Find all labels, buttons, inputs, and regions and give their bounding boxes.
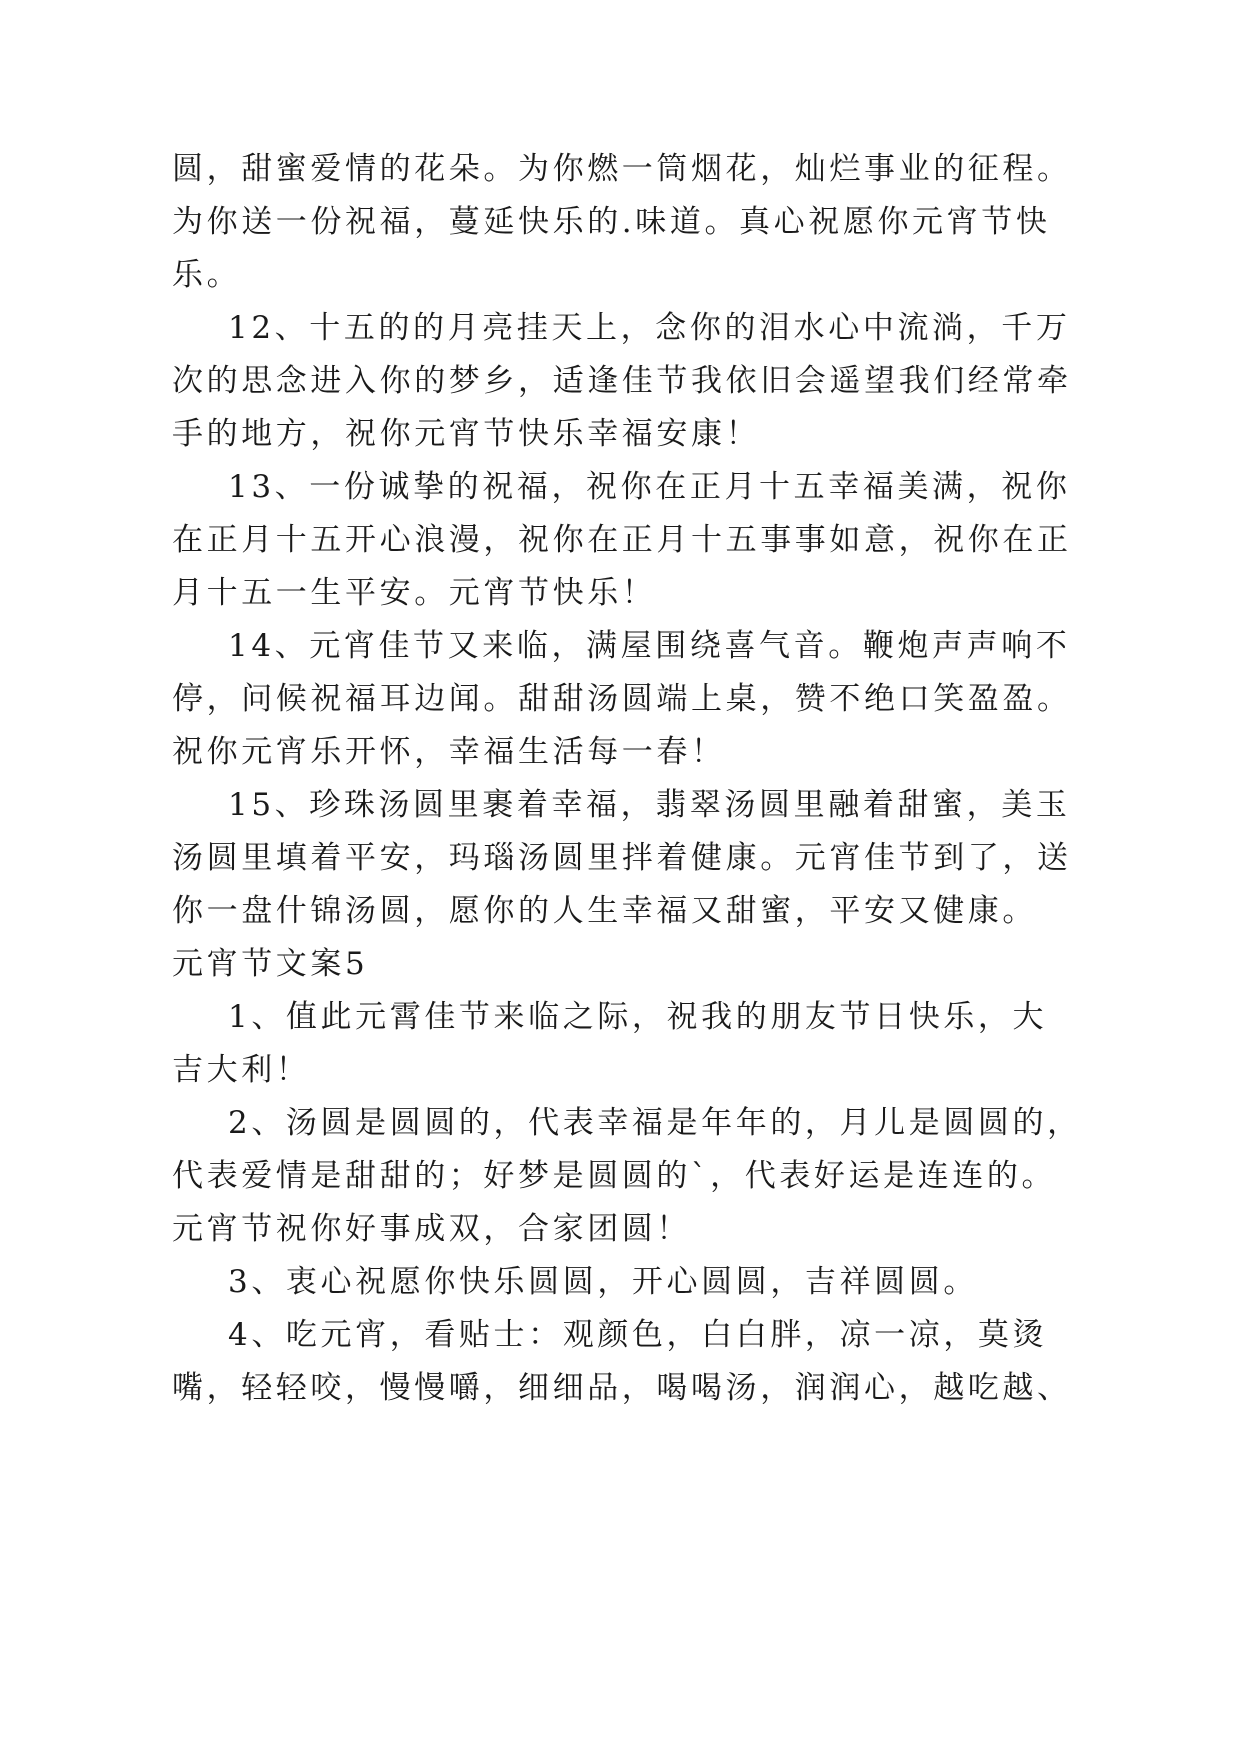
text-line: 吉大利！ [172, 1052, 311, 1088]
list-item-15-line: 15、珍珠汤圆里裹着幸福，翡翠汤圆里融着甜蜜，美玉 [228, 787, 1071, 823]
text-line: 嘴，轻轻咬，慢慢嚼，细细品，喝喝汤，润润心，越吃越、 [172, 1370, 1072, 1406]
list-item-14-line: 14、元宵佳节又来临，满屋围绕喜气音。鞭炮声声响不 [228, 628, 1071, 664]
text-line: 停，问候祝福耳边闻。甜甜汤圆端上桌，赞不绝口笑盈盈。 [172, 681, 1072, 717]
text-line: 在正月十五开心浪漫，祝你在正月十五事事如意，祝你在正 [172, 522, 1072, 558]
text-line: 元宵节祝你好事成双，合家团圆！ [172, 1211, 691, 1247]
text-line: 圆，甜蜜爱情的花朵。为你燃一筒烟花，灿烂事业的征程。 [172, 151, 1072, 187]
text-line: 代表爱情是甜甜的；好梦是圆圆的`，代表好运是连连的。 [172, 1158, 1057, 1194]
text-line: 手的地方，祝你元宵节快乐幸福安康！ [172, 416, 761, 452]
list-item-3-line: 3、衷心祝愿你快乐圆圆，开心圆圆，吉祥圆圆。 [228, 1264, 978, 1300]
text-line: 为你送一份祝福，蔓延快乐的.味道。真心祝愿你元宵节快 [172, 204, 1051, 240]
text-line: 你一盘什锦汤圆，愿你的人生幸福又甜蜜，平安又健康。 [172, 893, 1037, 929]
text-line: 汤圆里填着平安，玛瑙汤圆里拌着健康。元宵佳节到了，送 [172, 840, 1072, 876]
text-line: 乐。 [172, 257, 242, 293]
list-item-12-line: 12、十五的的月亮挂天上，念你的泪水心中流淌，千万 [228, 310, 1071, 346]
section-heading: 元宵节文案5 [172, 946, 369, 982]
text-line: 次的思念进入你的梦乡，适逢佳节我依旧会遥望我们经常牵 [172, 363, 1072, 399]
text-line: 月十五一生平安。元宵节快乐！ [172, 575, 657, 611]
list-item-4-line: 4、吃元宵，看贴士：观颜色，白白胖，凉一凉，莫烫 [228, 1317, 1048, 1353]
list-item-1-line: 1、值此元霄佳节来临之际，祝我的朋友节日快乐，大 [228, 999, 1048, 1035]
text-line: 祝你元宵乐开怀，幸福生活每一春！ [172, 734, 726, 770]
list-item-13-line: 13、一份诚挚的祝福，祝你在正月十五幸福美满，祝你 [228, 469, 1071, 505]
list-item-2-line: 2、汤圆是圆圆的，代表幸福是年年的，月儿是圆圆的， [228, 1105, 1082, 1141]
